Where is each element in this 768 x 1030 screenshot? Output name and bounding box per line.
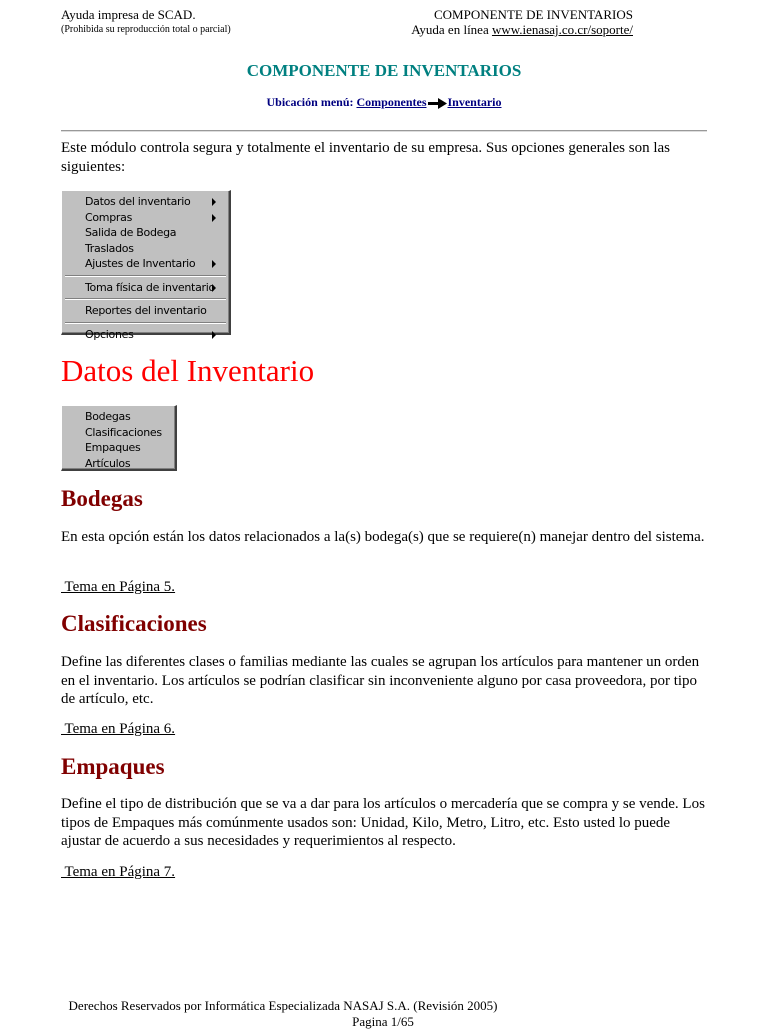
- title-divider: [61, 130, 707, 132]
- header-app-title: Ayuda impresa de SCAD.: [61, 7, 196, 22]
- clasificaciones-topic-link[interactable]: Tema en Página 6.: [61, 721, 176, 737]
- clasificaciones-description: Define las diferentes clases o familias mediante las cuales se agrupan los artículos para mantener un orden en el inventario. Los artículos se podrían clasificar sin inconveniente alguno por casa proveedora, por tipo de artículo, etc.: [61, 654, 700, 707]
- submenu-arrow-icon: [212, 260, 216, 268]
- page-header-left: [61, 7, 231, 37]
- intro-paragraph: Este módulo controla segura y totalmente el inventario de su empresa. Sus opciones generales son las siguientes:: [61, 140, 671, 175]
- support-url-link[interactable]: www.ienasaj.co.cr/soporte/: [491, 22, 633, 37]
- menu-item-opciones[interactable]: Opciones: [62, 327, 229, 343]
- menu-item-reportes[interactable]: Reportes del inventario: [85, 304, 207, 317]
- componentes-link[interactable]: Componentes: [356, 95, 427, 109]
- bodegas-description: En esta opción están los datos relacionados a la(s) bodega(s) que se requiere(n) manejar dentro del sistema.: [61, 529, 705, 545]
- page-header-right: [411, 7, 633, 37]
- bodegas-topic-link[interactable]: Tema en Página 5.: [61, 579, 176, 595]
- menu-item-traslados[interactable]: Traslados: [85, 241, 134, 255]
- heading-bodegas: Bodegas: [61, 486, 143, 511]
- inventory-main-menu: [61, 190, 231, 341]
- empaques-description: Define el tipo de distribución que se va a dar para los artículos o mercadería que se compra y se vende. Los tipos de Empaques más comúnmente usados son: Unidad, Kilo, Metro, Litro, etc. Esto usted lo puede ajustar de acuerdo a sus necesidades y requerimientos al respecto.: [61, 796, 705, 849]
- submenu-arrow-icon: [212, 214, 216, 222]
- header-copyright-note: (Prohibida su reproducción total o parcial): [61, 24, 231, 35]
- submenu-arrow-icon: [212, 331, 216, 339]
- menu-item-salida-bodega[interactable]: Salida de Bodega: [85, 226, 177, 239]
- menu-item-toma-fisica[interactable]: Toma física de inventario: [85, 280, 215, 294]
- submenu-arrow-icon: [212, 284, 216, 292]
- menu-separator: [65, 298, 226, 300]
- menu-item-ajustes-inventario[interactable]: Ajustes de Inventario: [62, 256, 229, 272]
- datos-inventario-submenu: [61, 405, 177, 471]
- arrow-right-icon: [428, 98, 447, 109]
- heading-empaques: Empaques: [61, 754, 165, 779]
- menu-separator: [65, 275, 226, 277]
- submenu-item-empaques[interactable]: Empaques: [85, 441, 141, 454]
- menu-separator: [65, 322, 226, 324]
- menu-item-compras[interactable]: Compras: [62, 210, 229, 226]
- document-title: COMPONENTE DE INVENTARIOS: [246, 61, 522, 80]
- header-component-title: COMPONENTE DE INVENTARIOS: [433, 7, 633, 22]
- submenu-arrow-icon: [212, 198, 216, 206]
- submenu-item-articulos[interactable]: Artículos: [85, 456, 131, 470]
- submenu-item-bodegas[interactable]: Bodegas: [85, 410, 131, 423]
- section-title: Datos del Inventario: [61, 353, 315, 388]
- menu-location-label: Ubicación menú:: [266, 95, 357, 109]
- header-online-help: Ayuda en línea www.ienasaj.co.cr/soporte/: [411, 22, 633, 37]
- page-footer: [0, 998, 768, 1030]
- inventario-link[interactable]: Inventario: [447, 95, 502, 109]
- footer-copyright: Derechos Reservados por Informática Especializada NASAJ S.A. (Revisión 2005): [68, 998, 498, 1013]
- footer-page-number: Pagina 1/65: [352, 1014, 414, 1029]
- menu-item-datos-inventario[interactable]: Datos del inventario: [62, 194, 229, 210]
- menu-location: [0, 95, 768, 110]
- heading-clasificaciones: Clasificaciones: [61, 611, 207, 636]
- submenu-item-clasificaciones[interactable]: Clasificaciones: [85, 425, 162, 439]
- empaques-topic-link[interactable]: Tema en Página 7.: [61, 864, 176, 880]
